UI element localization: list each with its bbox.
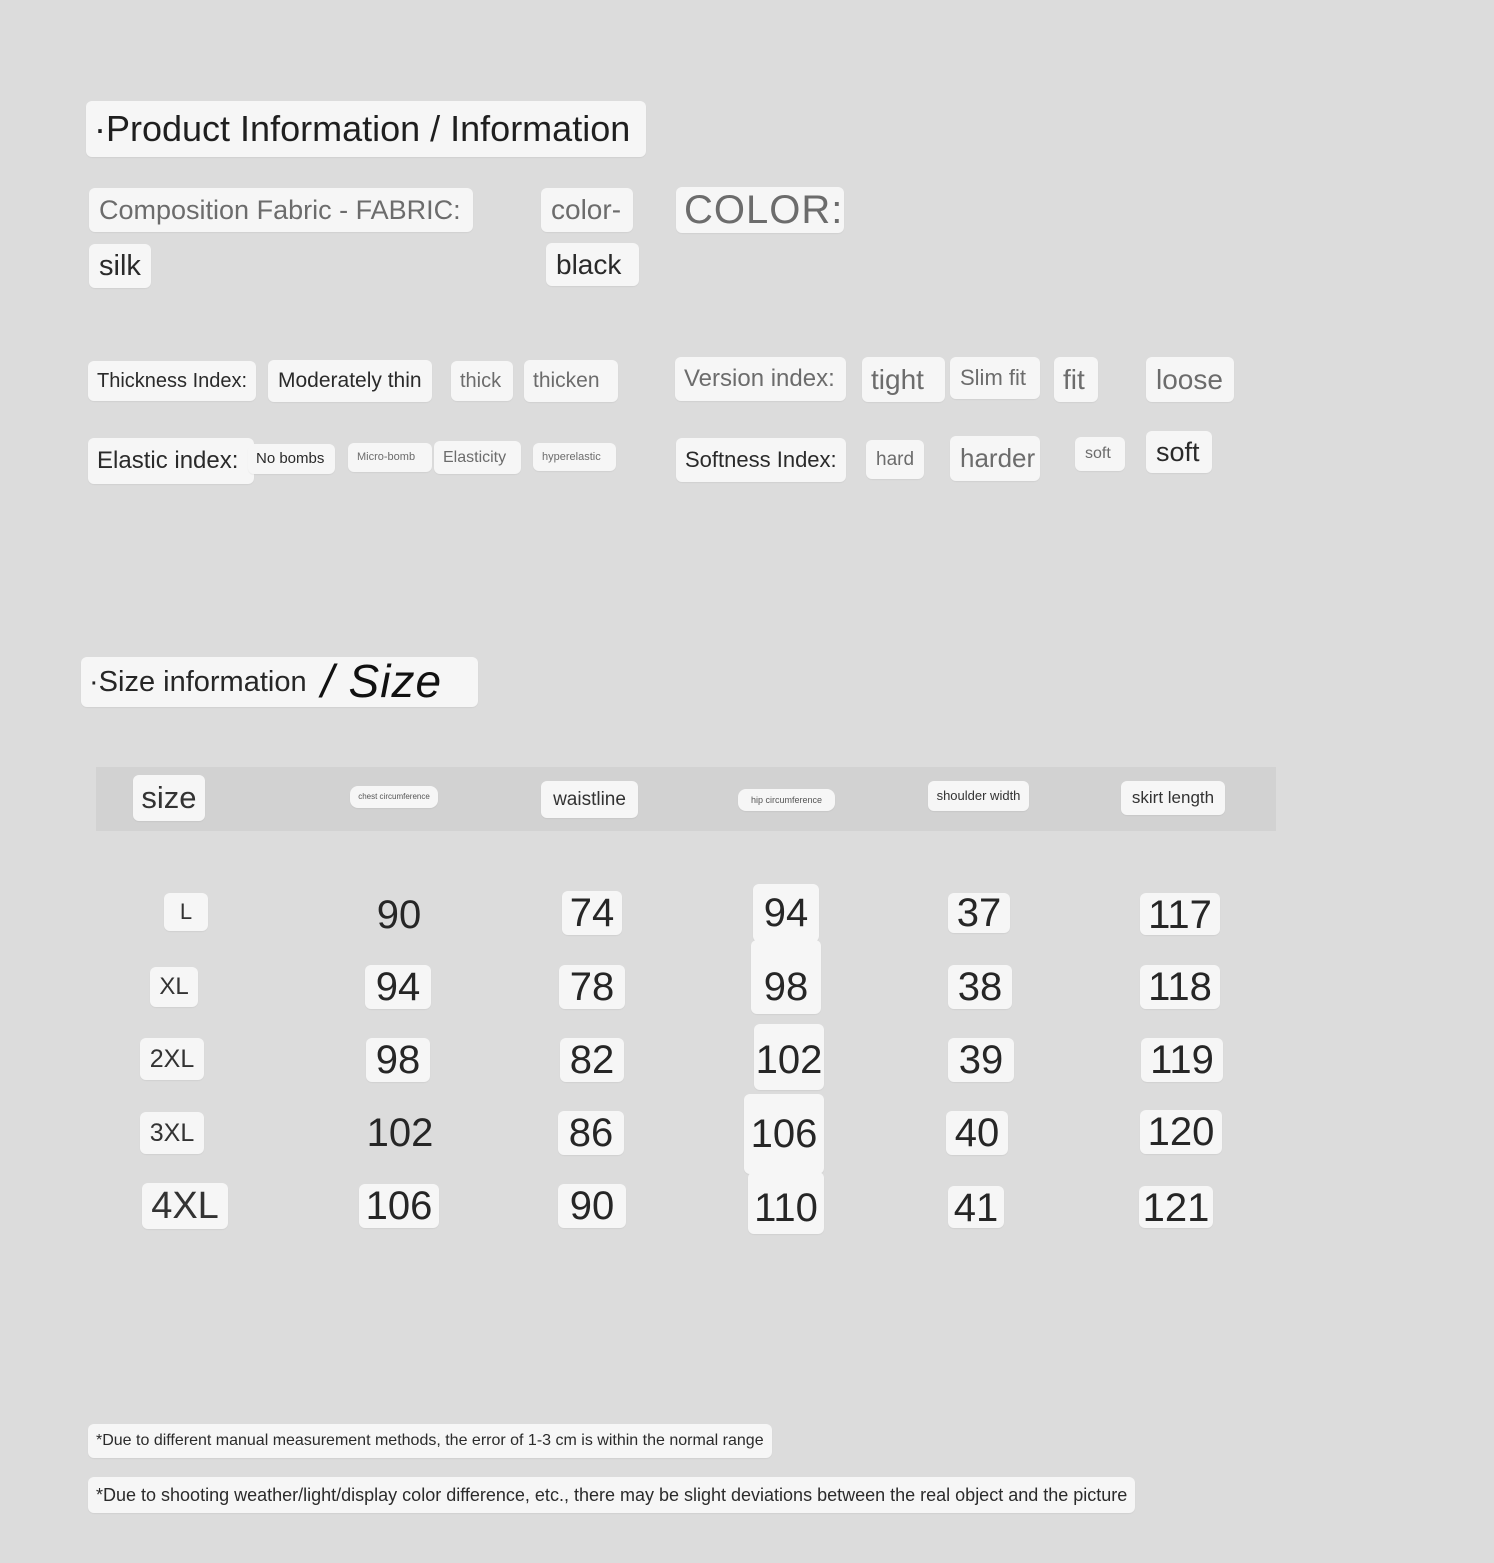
hip-cell: 98 [751,940,821,1014]
size-info-title-en: / Size [321,655,443,707]
hip-cell: 94 [753,884,819,942]
measurement-note: *Due to different manual measurement methods, the error of 1-3 cm is within the normal range [88,1424,772,1458]
thickness-option: Moderately thin [268,360,432,402]
waist-cell: 90 [558,1184,626,1228]
waist-cell: 74 [562,891,622,935]
elastic-option: Elasticity [434,441,521,474]
elastic-option: Micro-bomb [348,443,432,472]
shoulder-cell: 38 [948,965,1012,1009]
version-option: Slim fit [950,357,1040,399]
elastic-label: Elastic index: [88,438,254,484]
version-option: tight [862,357,945,402]
color-value: black [546,243,639,286]
shoulder-cell: 39 [948,1038,1014,1082]
composition-value: silk [89,244,151,288]
column-header-hip: hip circumference [738,789,835,811]
thickness-option: thicken [524,360,618,402]
softness-label: Softness Index: [676,438,846,482]
softness-option: harder [950,436,1040,481]
skirt-cell: 120 [1140,1110,1222,1154]
size-cell: XL [150,967,198,1007]
thickness-option: thick [451,361,513,401]
version-label: Version index: [675,357,846,401]
column-header-waist: waistline [541,781,638,818]
hip-cell: 106 [744,1094,824,1174]
color-difference-note: *Due to shooting weather/light/display color difference, etc., there may be slight deviations between the real object and the picture [88,1477,1135,1513]
composition-label: Composition Fabric - FABRIC: [89,188,473,232]
size-cell: 3XL [140,1112,204,1154]
elastic-option: No bombs [248,444,335,474]
size-cell: 2XL [140,1038,204,1080]
column-header-shoulder: shoulder width [928,781,1029,811]
softness-option: soft [1075,437,1125,471]
size-cell: 4XL [142,1183,228,1229]
size-info-title [81,657,478,707]
shoulder-cell: 40 [946,1111,1008,1155]
elastic-option: hyperelastic [533,443,616,471]
skirt-cell: 121 [1139,1186,1213,1228]
size-cell: L [164,893,208,931]
chest-cell: 102 [366,1111,434,1155]
size-table-header [96,767,1276,831]
chest-cell: 98 [366,1038,430,1082]
skirt-cell: 117 [1140,893,1220,935]
color-label-en: COLOR: [676,187,844,233]
softness-option: hard [866,440,924,479]
skirt-cell: 118 [1140,965,1220,1009]
waist-cell: 78 [559,965,625,1009]
product-info-title: ·Product Information / Information [86,101,646,157]
column-header-size: size [133,775,205,821]
waist-cell: 86 [558,1111,624,1155]
color-label: color- [541,188,633,232]
hip-cell: 102 [754,1024,824,1090]
column-header-chest: chest circumference [350,786,438,808]
shoulder-cell: 37 [948,893,1010,933]
chest-cell: 90 [376,893,422,937]
column-header-skirt: skirt length [1121,781,1225,815]
size-info-title-text: ·Size information [89,666,307,698]
version-option: fit [1054,357,1098,402]
softness-option: soft [1146,431,1212,473]
hip-cell: 110 [748,1172,824,1234]
waist-cell: 82 [560,1038,624,1082]
chest-cell: 106 [359,1184,439,1228]
shoulder-cell: 41 [948,1186,1004,1228]
skirt-cell: 119 [1141,1038,1223,1082]
version-option: loose [1146,357,1234,402]
thickness-label: Thickness Index: [88,361,256,401]
chest-cell: 94 [365,965,431,1009]
